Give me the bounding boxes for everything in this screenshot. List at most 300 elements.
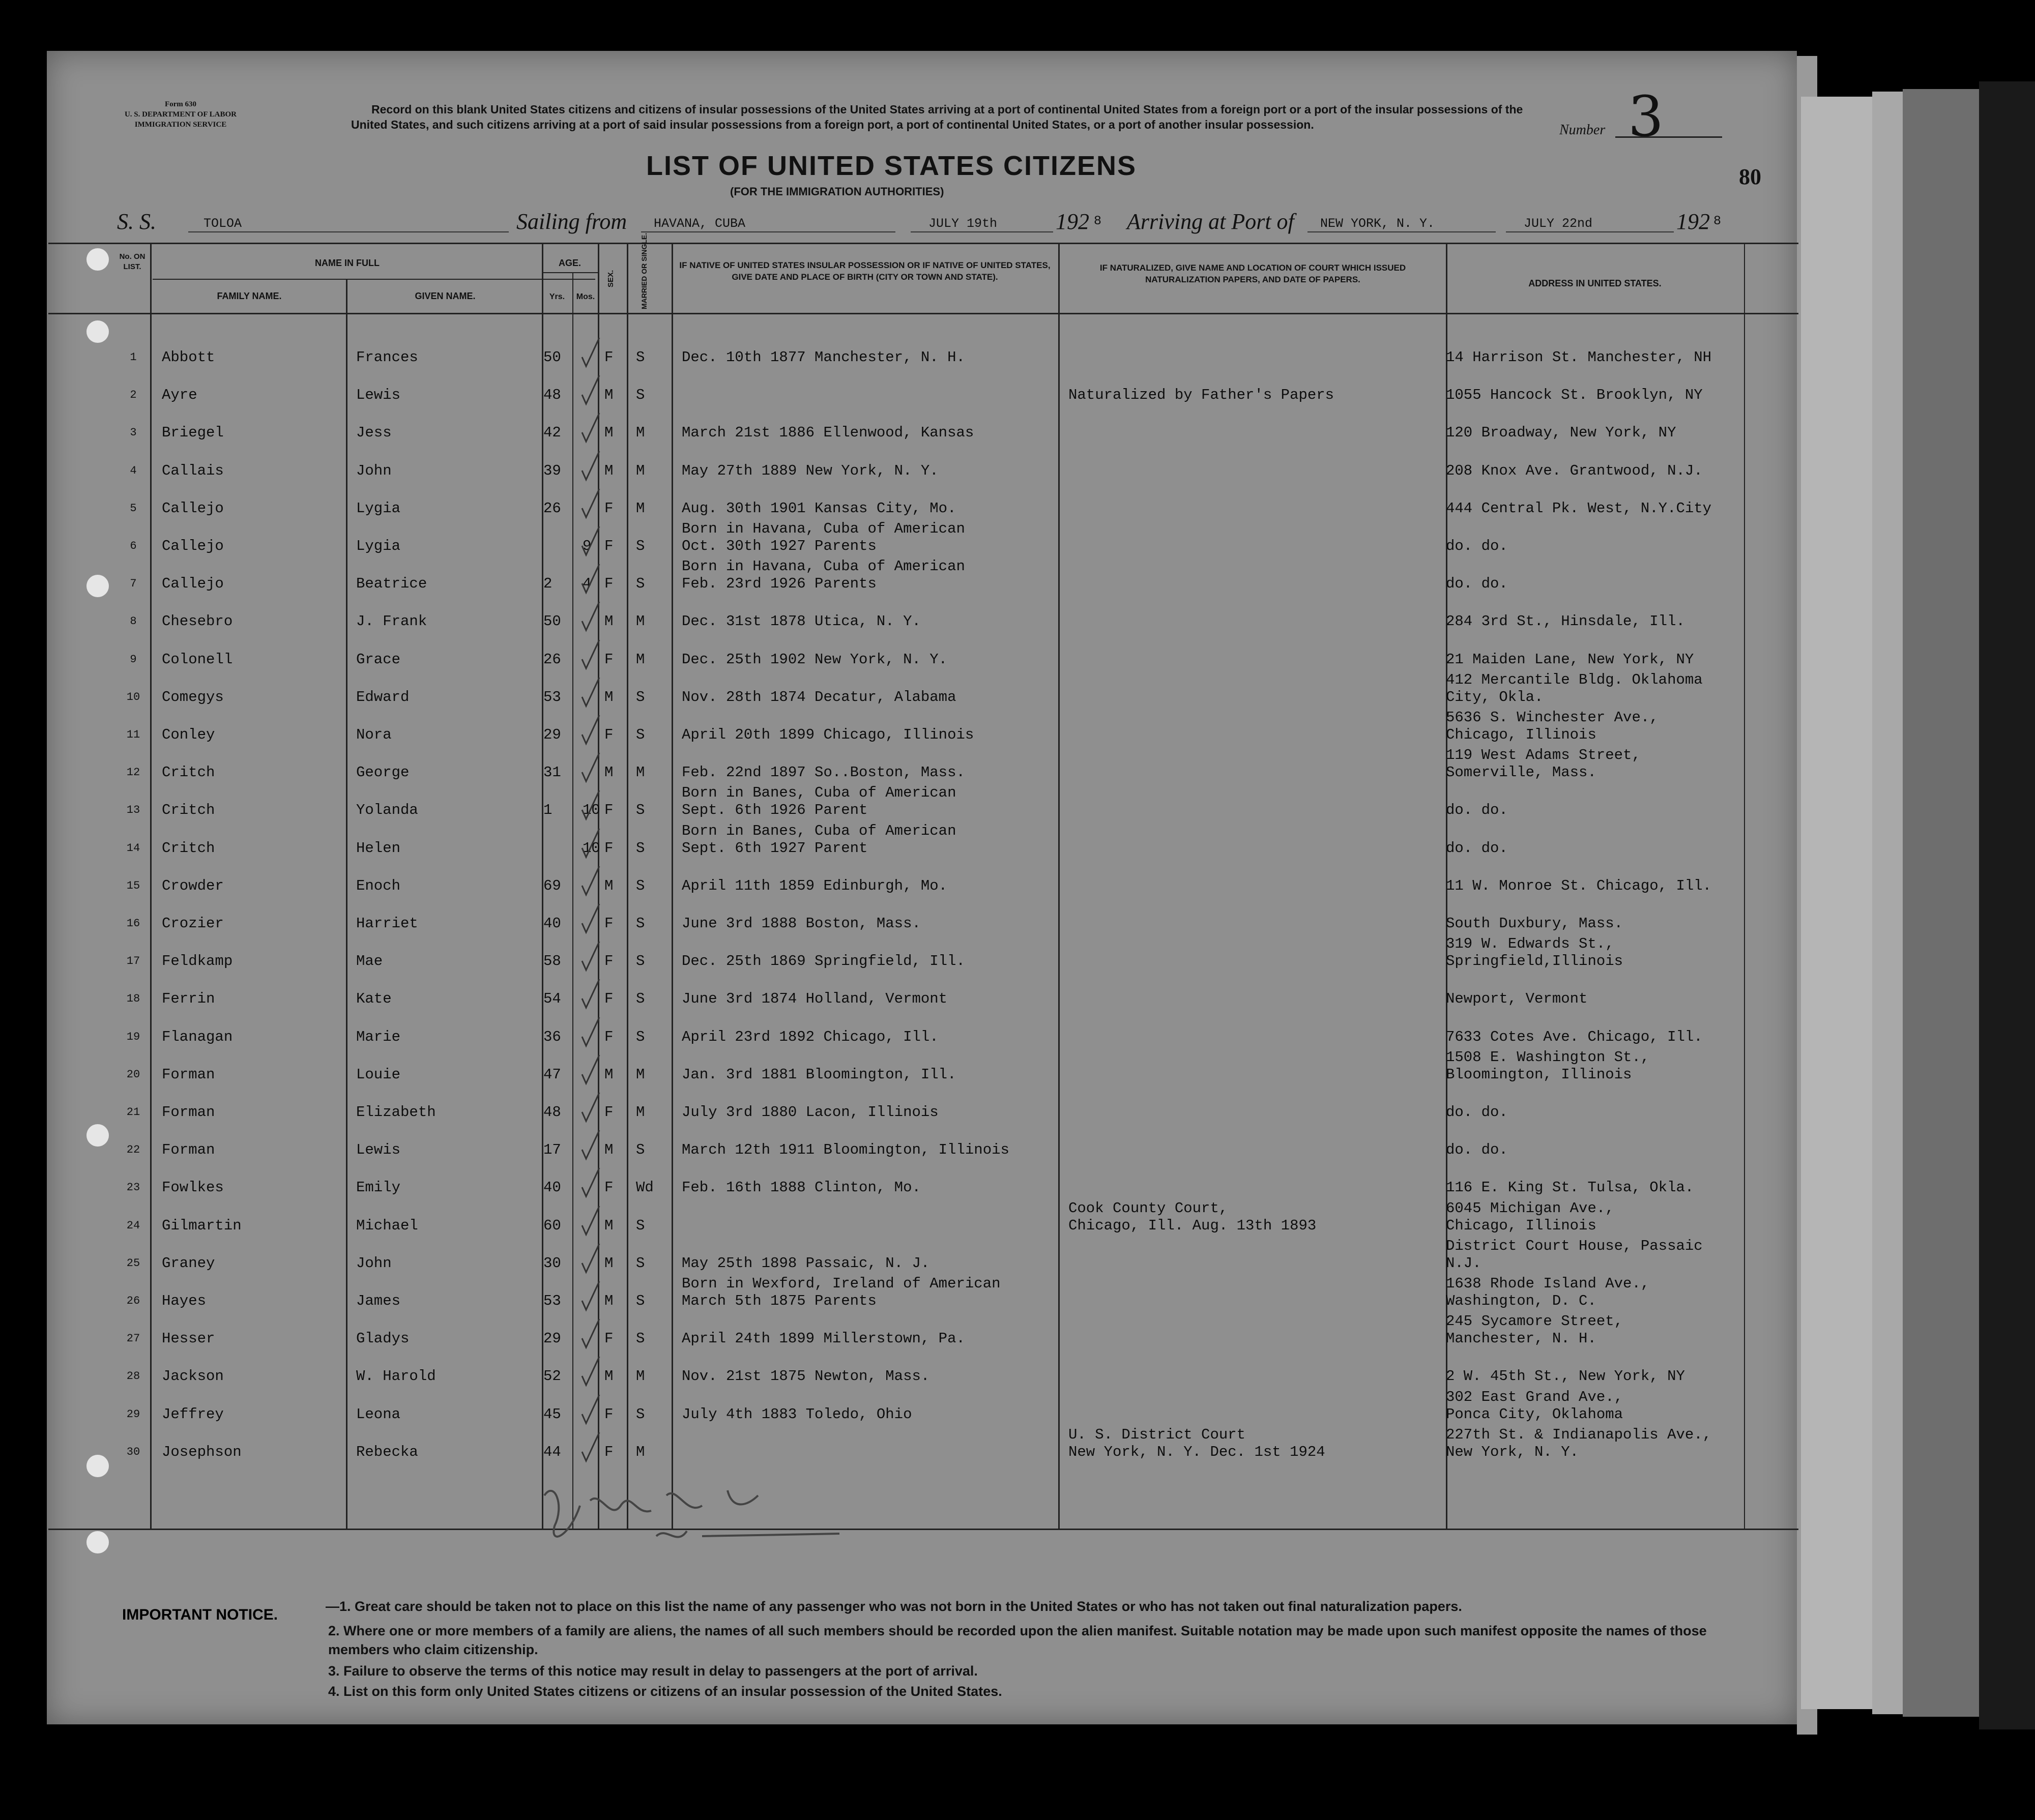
birth-info-line2: March 5th 1875 Parents bbox=[682, 1293, 877, 1309]
family-name: Comegys bbox=[162, 688, 224, 706]
notice-item-3: 3. Failure to observe the terms of this notice may result in delay to passengers at the port of arrival. bbox=[328, 1663, 978, 1679]
col-header-no: No. ON LIST. bbox=[119, 252, 146, 271]
row-number: 15 bbox=[126, 879, 140, 892]
check-mark-icon bbox=[580, 1016, 600, 1048]
sex: M bbox=[604, 387, 614, 404]
given-name: Lewis bbox=[356, 1141, 401, 1159]
family-name: Chesebro bbox=[162, 613, 233, 630]
arrival-year-prefix: 192 bbox=[1676, 209, 1710, 234]
department: U. S. DEPARTMENT OF LABOR bbox=[124, 110, 237, 119]
birth-info: Born in Banes, Cuba of American bbox=[682, 784, 956, 802]
check-mark-icon bbox=[580, 374, 600, 406]
binder-hole bbox=[86, 320, 109, 343]
birth-info-line2: Oct. 30th 1927 Parents bbox=[682, 538, 877, 554]
family-name: Gilmartin bbox=[162, 1217, 242, 1234]
age-years: 53 bbox=[543, 688, 561, 706]
check-mark-icon bbox=[580, 865, 600, 897]
marital-status: M bbox=[636, 613, 645, 630]
table-bottom-border bbox=[48, 1529, 1798, 1530]
birth-info: Jan. 3rd 1881 Bloomington, Ill. bbox=[682, 1066, 956, 1083]
preamble: Record on this blank United States citizens and citizens of insular possessions of the United States arriving at a port of continental United States from a foreign port or a port of the insular possessions of the United States, and such citizens arriving at a port of said insular possessions from a foreign port, a port of continental United States, or a port of another insular possession. bbox=[351, 103, 1523, 131]
sex: F bbox=[604, 726, 614, 743]
col-divider bbox=[627, 243, 628, 1529]
given-name: Gladys bbox=[356, 1330, 410, 1347]
address: District Court House, Passaic bbox=[1446, 1237, 1703, 1254]
birth-info: Nov. 28th 1874 Decatur, Alabama bbox=[682, 688, 956, 706]
given-name: Lewis bbox=[356, 387, 401, 404]
row-number: 23 bbox=[126, 1181, 140, 1194]
address: 302 East Grand Ave., bbox=[1446, 1388, 1623, 1405]
family-name: Critch bbox=[162, 764, 215, 781]
page-edge bbox=[1903, 89, 1979, 1717]
col-header-birth: IF NATIVE OF UNITED STATES INSULAR POSSESSION OR IF NATIVE OF UNITED STATES, GIVE DATE AND PLACE OF BIRTH (CITY OR TOWN AND STATE). bbox=[679, 260, 1051, 282]
given-name: Leona bbox=[356, 1405, 401, 1423]
family-name: Critch bbox=[162, 839, 215, 857]
age-years: 45 bbox=[543, 1405, 561, 1423]
given-name: Lygia bbox=[356, 500, 401, 517]
age-years: 29 bbox=[543, 726, 561, 743]
marital-status: M bbox=[636, 1368, 645, 1385]
age-years: 48 bbox=[543, 387, 561, 404]
date-line bbox=[911, 231, 1053, 232]
form-identifier bbox=[99, 99, 262, 130]
given-name: Edward bbox=[356, 688, 410, 706]
given-name: W. Harold bbox=[356, 1368, 436, 1385]
sex: F bbox=[604, 651, 614, 668]
age-years: 47 bbox=[543, 1066, 561, 1083]
row-number: 10 bbox=[126, 690, 140, 703]
arrival-date: JULY 22nd bbox=[1524, 216, 1593, 231]
family-name: Callejo bbox=[162, 500, 224, 517]
naturalization-info-line2: Chicago, Ill. Aug. 13th 1893 bbox=[1068, 1217, 1317, 1234]
col-divider bbox=[672, 243, 673, 1529]
departure-line bbox=[641, 231, 895, 232]
binder-hole bbox=[86, 248, 109, 271]
address: 21 Maiden Lane, New York, NY bbox=[1446, 651, 1694, 668]
sex: F bbox=[604, 915, 614, 932]
row-number: 1 bbox=[130, 351, 137, 364]
check-mark-icon bbox=[580, 1243, 600, 1274]
arrival-port: NEW YORK, N. Y. bbox=[1320, 216, 1435, 231]
sex: F bbox=[604, 538, 614, 554]
marital-status: S bbox=[636, 839, 645, 857]
birth-info-line2: Feb. 23rd 1926 Parents bbox=[682, 575, 877, 593]
row-number: 21 bbox=[126, 1106, 140, 1119]
address: 116 E. King St. Tulsa, Okla. bbox=[1446, 1179, 1694, 1196]
binder-hole bbox=[86, 1531, 109, 1553]
given-name: George bbox=[356, 764, 410, 781]
check-mark-icon bbox=[580, 1167, 600, 1198]
sex: M bbox=[604, 613, 614, 630]
col-header-given: GIVEN NAME. bbox=[415, 291, 476, 301]
address-line2: Ponca City, Oklahoma bbox=[1446, 1405, 1623, 1423]
sex: F bbox=[604, 839, 614, 857]
age-years: 40 bbox=[543, 1179, 561, 1196]
family-name: Josephson bbox=[162, 1443, 242, 1460]
binder-hole bbox=[86, 1124, 109, 1147]
naturalization-info: Naturalized by Father's Papers bbox=[1068, 387, 1334, 404]
col-divider bbox=[1744, 243, 1745, 1529]
family-name: Critch bbox=[162, 802, 215, 819]
given-name: Emily bbox=[356, 1179, 401, 1196]
given-name: Lygia bbox=[356, 538, 401, 554]
given-name: Yolanda bbox=[356, 802, 418, 819]
family-name: Ferrin bbox=[162, 990, 215, 1008]
sex: M bbox=[604, 1217, 614, 1234]
naturalization-info-line2: New York, N. Y. Dec. 1st 1924 bbox=[1068, 1443, 1325, 1460]
address-line2: Chicago, Illinois bbox=[1446, 1217, 1596, 1234]
address: 2 W. 45th St., New York, NY bbox=[1446, 1368, 1685, 1385]
birth-info: Feb. 22nd 1897 So..Boston, Mass. bbox=[682, 764, 965, 781]
marital-status: S bbox=[636, 387, 645, 404]
birth-info: Born in Havana, Cuba of American bbox=[682, 558, 965, 575]
given-name: Jess bbox=[356, 424, 392, 442]
address-line2: Washington, D. C. bbox=[1446, 1293, 1596, 1309]
address: 120 Broadway, New York, NY bbox=[1446, 424, 1676, 442]
address: 208 Knox Ave. Grantwood, N.J. bbox=[1446, 462, 1703, 479]
address-line2: City, Okla. bbox=[1446, 688, 1544, 706]
sex: F bbox=[604, 1405, 614, 1423]
age-years: 26 bbox=[543, 500, 561, 517]
family-name: Jackson bbox=[162, 1368, 224, 1385]
departure-date: JULY 19th bbox=[928, 216, 998, 231]
family-name: Crowder bbox=[162, 877, 224, 894]
birth-info: Aug. 30th 1901 Kansas City, Mo. bbox=[682, 500, 956, 517]
birth-info: Feb. 16th 1888 Clinton, Mo. bbox=[682, 1179, 921, 1196]
birth-info: April 20th 1899 Chicago, Illinois bbox=[682, 726, 974, 743]
row-number: 25 bbox=[126, 1256, 140, 1270]
check-mark-icon bbox=[580, 1356, 600, 1387]
marital-status: M bbox=[636, 424, 645, 442]
binder-hole bbox=[86, 575, 109, 597]
notice-item-1: —1. Great care should be taken not to place on this list the name of any passenger who was not born in the United States or who has not taken out final naturalization papers. bbox=[326, 1599, 1462, 1614]
given-name: Nora bbox=[356, 726, 392, 743]
marital-status: S bbox=[636, 688, 645, 706]
header-bottom-border bbox=[48, 313, 1798, 314]
check-mark-icon bbox=[580, 828, 600, 859]
handwritten-signature bbox=[534, 1475, 850, 1557]
row-number: 3 bbox=[130, 426, 137, 439]
row-number: 2 bbox=[130, 389, 137, 402]
given-name: Frances bbox=[356, 349, 418, 366]
check-mark-icon bbox=[580, 1394, 600, 1425]
family-name: Jeffrey bbox=[162, 1405, 224, 1423]
page-subtitle: (FOR THE IMMIGRATION AUTHORITIES) bbox=[730, 185, 944, 198]
sex: F bbox=[604, 953, 614, 970]
age-years: 44 bbox=[543, 1443, 561, 1460]
col-divider bbox=[346, 279, 347, 1529]
marital-status: S bbox=[636, 1293, 645, 1309]
age-months: 10 bbox=[583, 802, 600, 819]
birth-info: April 23rd 1892 Chicago, Ill. bbox=[682, 1028, 939, 1045]
birth-info: Born in Banes, Cuba of American bbox=[682, 822, 956, 839]
address-line2: N.J. bbox=[1446, 1254, 1481, 1272]
address: 6045 Michigan Ave., bbox=[1446, 1199, 1614, 1217]
col-header-naturalized: IF NATURALIZED, GIVE NAME AND LOCATION OF COURT WHICH ISSUED NATURALIZATION PAPERS, AND DATE OF PAPERS. bbox=[1099, 263, 1406, 284]
address: 1638 Rhode Island Ave., bbox=[1446, 1275, 1650, 1292]
row-number: 20 bbox=[126, 1068, 140, 1081]
row-number: 11 bbox=[126, 728, 140, 741]
family-name: Forman bbox=[162, 1066, 215, 1083]
marital-status: M bbox=[636, 1443, 645, 1460]
sex: M bbox=[604, 764, 614, 781]
col-divider bbox=[572, 272, 573, 1529]
address: do. do. bbox=[1446, 575, 1508, 593]
age-years: 53 bbox=[543, 1293, 561, 1309]
address: do. do. bbox=[1446, 1141, 1508, 1159]
birth-info: July 4th 1883 Toledo, Ohio bbox=[682, 1405, 912, 1423]
col-header-yrs: Yrs. bbox=[549, 292, 565, 301]
check-mark-icon bbox=[580, 789, 600, 821]
marital-status: S bbox=[636, 915, 645, 932]
address-line2: Springfield,Illinois bbox=[1446, 953, 1623, 970]
address-line2: New York, N. Y. bbox=[1446, 1443, 1579, 1460]
naturalization-info: U. S. District Court bbox=[1068, 1426, 1246, 1443]
given-name: Enoch bbox=[356, 877, 401, 894]
number-label: Number bbox=[1559, 122, 1606, 138]
birth-info: Dec. 25th 1869 Springfield, Ill. bbox=[682, 953, 965, 970]
marital-status: S bbox=[636, 349, 645, 366]
check-mark-icon bbox=[580, 1318, 600, 1349]
check-mark-icon bbox=[580, 677, 600, 708]
family-name: Graney bbox=[162, 1254, 215, 1272]
marital-status: S bbox=[636, 1254, 645, 1272]
check-mark-icon bbox=[580, 714, 600, 746]
row-number: 29 bbox=[126, 1407, 140, 1421]
birth-info: March 12th 1911 Bloomington, Illinois bbox=[682, 1141, 1009, 1159]
marital-status: S bbox=[636, 538, 645, 554]
family-name: Callejo bbox=[162, 538, 224, 554]
sex: M bbox=[604, 1254, 614, 1272]
marital-status: S bbox=[636, 575, 645, 593]
given-name: Louie bbox=[356, 1066, 401, 1083]
marital-status: M bbox=[636, 651, 645, 668]
given-name: Beatrice bbox=[356, 575, 427, 593]
sex: F bbox=[604, 500, 614, 517]
check-mark-icon bbox=[580, 1054, 600, 1085]
col-header-name: NAME IN FULL bbox=[315, 258, 380, 268]
address-line2: Chicago, Illinois bbox=[1446, 726, 1596, 743]
row-number: 17 bbox=[126, 955, 140, 968]
given-name: Marie bbox=[356, 1028, 401, 1045]
table-top-border bbox=[48, 243, 1798, 244]
row-number: 14 bbox=[126, 841, 140, 855]
check-mark-icon bbox=[580, 488, 600, 519]
check-mark-icon bbox=[580, 978, 600, 1010]
sex: F bbox=[604, 990, 614, 1008]
given-name: Michael bbox=[356, 1217, 418, 1234]
family-name: Briegel bbox=[162, 424, 224, 442]
age-years: 30 bbox=[543, 1254, 561, 1272]
row-number: 13 bbox=[126, 804, 140, 817]
ship-line bbox=[188, 231, 509, 232]
row-number: 27 bbox=[126, 1332, 140, 1345]
given-name: Helen bbox=[356, 839, 401, 857]
row-number: 24 bbox=[126, 1219, 140, 1232]
sex: M bbox=[604, 877, 614, 894]
family-name: Flanagan bbox=[162, 1028, 233, 1045]
family-name: Colonell bbox=[162, 651, 233, 668]
col-header-sex: SEX. bbox=[606, 270, 615, 287]
age-years: 29 bbox=[543, 1330, 561, 1347]
marital-status: S bbox=[636, 1405, 645, 1423]
marital-status: S bbox=[636, 990, 645, 1008]
birth-info: Born in Havana, Cuba of American bbox=[682, 520, 965, 537]
name-header-divider bbox=[153, 279, 595, 280]
address: 284 3rd St., Hinsdale, Ill. bbox=[1446, 613, 1685, 630]
ship-name: TOLOA bbox=[204, 216, 242, 231]
address: 444 Central Pk. West, N.Y.City bbox=[1446, 500, 1712, 517]
age-years: 52 bbox=[543, 1368, 561, 1385]
age-years: 39 bbox=[543, 462, 561, 479]
page-edge bbox=[1801, 97, 1872, 1709]
sex: M bbox=[604, 1066, 614, 1083]
page-edge bbox=[1979, 81, 2035, 1729]
sex: F bbox=[604, 1179, 614, 1196]
age-years: 69 bbox=[543, 877, 561, 894]
address: 119 West Adams Street, bbox=[1446, 747, 1641, 764]
marital-status: M bbox=[636, 462, 645, 479]
address: do. do. bbox=[1446, 839, 1508, 857]
row-number: 28 bbox=[126, 1370, 140, 1383]
sex: M bbox=[604, 424, 614, 442]
naturalization-info: Cook County Court, bbox=[1068, 1199, 1228, 1217]
sex: F bbox=[604, 1330, 614, 1347]
address: 7633 Cotes Ave. Chicago, Ill. bbox=[1446, 1028, 1703, 1045]
row-number: 26 bbox=[126, 1295, 140, 1307]
family-name: Conley bbox=[162, 726, 215, 743]
given-name: Harriet bbox=[356, 915, 418, 932]
marital-status: S bbox=[636, 726, 645, 743]
page-title: LIST OF UNITED STATES CITIZENS bbox=[646, 151, 1137, 181]
given-name: Grace bbox=[356, 651, 401, 668]
form-number: Form 630 bbox=[164, 100, 197, 108]
page-edge bbox=[1872, 92, 1903, 1714]
check-mark-icon bbox=[580, 941, 600, 972]
address-line2: Somerville, Mass. bbox=[1446, 764, 1596, 781]
family-name: Callejo bbox=[162, 575, 224, 593]
age-years: 60 bbox=[543, 1217, 561, 1234]
sex: F bbox=[604, 1443, 614, 1460]
age-years: 50 bbox=[543, 613, 561, 630]
age-years: 40 bbox=[543, 915, 561, 932]
birth-info: Dec. 10th 1877 Manchester, N. H. bbox=[682, 349, 965, 366]
sex: F bbox=[604, 1028, 614, 1045]
address: 11 W. Monroe St. Chicago, Ill. bbox=[1446, 877, 1712, 894]
birth-info: June 3rd 1874 Holland, Vermont bbox=[682, 990, 948, 1008]
given-name: Mae bbox=[356, 953, 383, 970]
age-months: 9 bbox=[583, 538, 592, 554]
marital-status: M bbox=[636, 1066, 645, 1083]
marital-status: S bbox=[636, 1141, 645, 1159]
row-number: 4 bbox=[130, 464, 137, 477]
given-name: Kate bbox=[356, 990, 392, 1008]
ss-label: S. S. bbox=[117, 209, 156, 234]
row-number: 5 bbox=[130, 502, 137, 515]
birth-info: Dec. 25th 1902 New York, N. Y. bbox=[682, 651, 948, 668]
given-name: James bbox=[356, 1293, 401, 1309]
address: 1055 Hancock St. Brooklyn, NY bbox=[1446, 387, 1703, 404]
address-line2: Bloomington, Illinois bbox=[1446, 1066, 1632, 1083]
age-years: 50 bbox=[543, 349, 561, 366]
birth-info: March 21st 1886 Ellenwood, Kansas bbox=[682, 424, 974, 442]
address: 245 Sycamore Street, bbox=[1446, 1313, 1623, 1330]
notice-item-2: 2. Where one or more members of a family are aliens, the names of all such members should be recorded upon the alien manifest. Suitable notation may be made upon such manifest opposite the names of those members who claim citizenship. bbox=[328, 1623, 1707, 1657]
family-name: Forman bbox=[162, 1141, 215, 1159]
check-mark-icon bbox=[580, 337, 600, 368]
marital-status: S bbox=[636, 802, 645, 819]
address: South Duxbury, Mass. bbox=[1446, 915, 1623, 932]
given-name: John bbox=[356, 1254, 392, 1272]
sex: M bbox=[604, 1368, 614, 1385]
family-name: Ayre bbox=[162, 387, 197, 404]
address: do. do. bbox=[1446, 802, 1508, 819]
check-mark-icon bbox=[580, 752, 600, 783]
departure-year: 8 bbox=[1094, 214, 1102, 228]
family-name: Abbott bbox=[162, 349, 215, 366]
check-mark-icon bbox=[580, 412, 600, 444]
check-mark-icon bbox=[580, 1280, 600, 1312]
marital-status: S bbox=[636, 1217, 645, 1234]
family-name: Fowlkes bbox=[162, 1179, 224, 1196]
marital-status: Wd bbox=[636, 1179, 654, 1196]
arriving-label: Arriving at Port of bbox=[1127, 209, 1294, 234]
sex: F bbox=[604, 1104, 614, 1121]
check-mark-icon bbox=[580, 601, 600, 632]
row-number: 9 bbox=[130, 653, 137, 666]
row-number: 6 bbox=[130, 540, 137, 552]
address: 412 Mercantile Bldg. Oklahoma bbox=[1446, 671, 1703, 688]
year-prefix: 192 bbox=[1056, 209, 1089, 234]
marital-status: M bbox=[636, 764, 645, 781]
birth-info: May 25th 1898 Passaic, N. J. bbox=[682, 1254, 930, 1272]
marital-status: S bbox=[636, 1330, 645, 1347]
family-name: Crozier bbox=[162, 915, 224, 932]
age-years: 17 bbox=[543, 1141, 561, 1159]
age-months: 4 bbox=[583, 575, 592, 593]
row-number: 8 bbox=[130, 615, 137, 628]
marital-status: S bbox=[636, 877, 645, 894]
notice-item-4: 4. List on this form only United States citizens or citizens of an insular possession of the United States. bbox=[328, 1684, 1002, 1699]
age-years: 36 bbox=[543, 1028, 561, 1045]
check-mark-icon bbox=[580, 903, 600, 934]
sex: M bbox=[604, 1141, 614, 1159]
family-name: Callais bbox=[162, 462, 224, 479]
age-years: 48 bbox=[543, 1104, 561, 1121]
page-number: 80 bbox=[1739, 164, 1761, 189]
address: Newport, Vermont bbox=[1446, 990, 1588, 1008]
notice-heading: IMPORTANT NOTICE. bbox=[122, 1606, 278, 1623]
birth-info: July 3rd 1880 Lacon, Illinois bbox=[682, 1104, 939, 1121]
arrival-line bbox=[1307, 231, 1496, 232]
address: do. do. bbox=[1446, 538, 1508, 554]
birth-info: June 3rd 1888 Boston, Mass. bbox=[682, 915, 921, 932]
check-mark-icon bbox=[580, 1205, 600, 1237]
marital-status: S bbox=[636, 1028, 645, 1045]
sex: M bbox=[604, 462, 614, 479]
sailing-from-label: Sailing from bbox=[516, 209, 627, 234]
age-header-divider bbox=[542, 272, 598, 273]
col-divider bbox=[1058, 243, 1060, 1529]
row-number: 19 bbox=[126, 1030, 140, 1043]
marital-status: S bbox=[636, 953, 645, 970]
age-years: 26 bbox=[543, 651, 561, 668]
birth-info-line2: Sept. 6th 1926 Parent bbox=[682, 802, 868, 819]
age-years: 1 bbox=[543, 802, 553, 819]
address-line2: Manchester, N. H. bbox=[1446, 1330, 1596, 1347]
row-number: 16 bbox=[126, 917, 140, 930]
birth-info: Dec. 31st 1878 Utica, N. Y. bbox=[682, 613, 921, 630]
